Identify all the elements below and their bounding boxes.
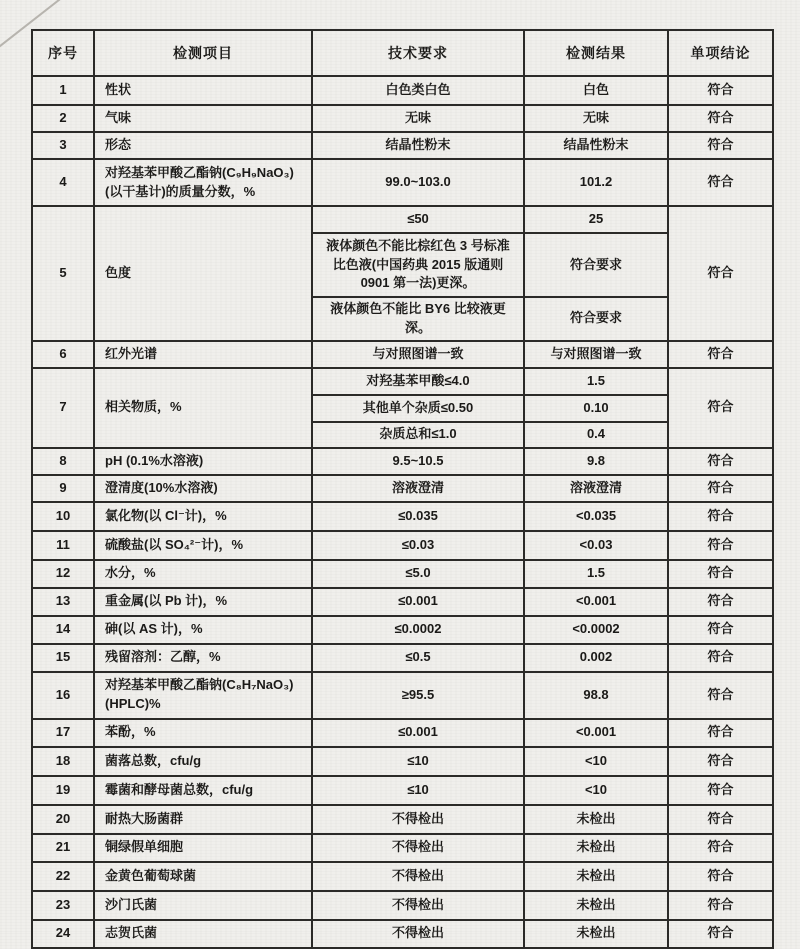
cell-no: 3	[32, 132, 94, 159]
table-row	[32, 672, 773, 719]
table-row	[32, 588, 773, 616]
cell-result: 白色	[524, 76, 668, 105]
table-row	[32, 76, 773, 105]
cell-requirement: ≤0.5	[312, 644, 524, 672]
cell-item: 重金属(以 Pb 计)，%	[94, 588, 312, 616]
header-item: 检测项目	[94, 30, 312, 76]
table-row	[32, 747, 773, 776]
cell-no: 19	[32, 776, 94, 805]
header-no: 序号	[32, 30, 94, 76]
cell-item: 砷(以 AS 计)，%	[94, 616, 312, 644]
cell-no: 18	[32, 747, 94, 776]
cell-conclusion: 符合	[668, 644, 773, 672]
cell-requirement: ≥95.5	[312, 672, 524, 719]
cell-item: pH (0.1%水溶液)	[94, 448, 312, 475]
table-row	[32, 862, 773, 891]
cell-requirement: ≤0.035	[312, 502, 524, 531]
cell-result: <0.035	[524, 502, 668, 531]
cell-no: 7	[32, 368, 94, 448]
cell-result: 0.4	[524, 422, 668, 448]
cell-no: 22	[32, 862, 94, 891]
cell-requirement: 不得检出	[312, 834, 524, 862]
table-row	[32, 159, 773, 206]
cell-requirement: 不得检出	[312, 805, 524, 834]
cell-conclusion: 符合	[668, 206, 773, 341]
cell-requirement: 白色类白色	[312, 76, 524, 105]
cell-no: 24	[32, 920, 94, 948]
cell-requirement: ≤10	[312, 747, 524, 776]
cell-result: 溶液澄清	[524, 475, 668, 502]
cell-item: 铜绿假单细胞	[94, 834, 312, 862]
cell-item: 气味	[94, 105, 312, 132]
cell-requirement: 液体颜色不能比棕红色 3 号标准比色液(中国药典 2015 版通则 0901 第一法)更深。	[312, 233, 524, 297]
table-row	[32, 616, 773, 644]
table-row	[32, 805, 773, 834]
cell-conclusion: 符合	[668, 588, 773, 616]
cell-conclusion: 符合	[668, 776, 773, 805]
cell-requirement: 无味	[312, 105, 524, 132]
cell-result: <10	[524, 747, 668, 776]
cell-conclusion: 符合	[668, 76, 773, 105]
cell-conclusion: 符合	[668, 560, 773, 588]
table-row	[32, 132, 773, 159]
table-row	[32, 560, 773, 588]
cell-requirement: ≤0.03	[312, 531, 524, 560]
cell-item: 对羟基苯甲酸乙酯钠(C₈H₇NaO₃)(HPLC)%	[94, 672, 312, 719]
cell-result: 未检出	[524, 920, 668, 948]
cell-no: 2	[32, 105, 94, 132]
table-row	[32, 368, 773, 395]
cell-result: <10	[524, 776, 668, 805]
cell-conclusion: 符合	[668, 475, 773, 502]
cell-no: 16	[32, 672, 94, 719]
cell-conclusion: 符合	[668, 862, 773, 891]
table-row	[32, 502, 773, 531]
cell-conclusion: 符合	[668, 719, 773, 747]
cell-result: <0.001	[524, 588, 668, 616]
cell-item: 澄清度(10%水溶液)	[94, 475, 312, 502]
table-row	[32, 719, 773, 747]
cell-no: 20	[32, 805, 94, 834]
cell-result: 25	[524, 206, 668, 233]
cell-conclusion: 符合	[668, 805, 773, 834]
table-row	[32, 531, 773, 560]
cell-requirement: 9.5~10.5	[312, 448, 524, 475]
cell-item: 苯酚，%	[94, 719, 312, 747]
cell-requirement: 99.0~103.0	[312, 159, 524, 206]
cell-item: 硫酸盐(以 SO₄²⁻计)，%	[94, 531, 312, 560]
cell-conclusion: 符合	[668, 531, 773, 560]
cell-item: 性状	[94, 76, 312, 105]
cell-conclusion: 符合	[668, 448, 773, 475]
cell-requirement: ≤50	[312, 206, 524, 233]
cell-no: 6	[32, 341, 94, 368]
table-row	[32, 448, 773, 475]
cell-requirement: 不得检出	[312, 891, 524, 920]
cell-item: 对羟基苯甲酸乙酯钠(C₉H₉NaO₃)(以干基计)的质量分数，%	[94, 159, 312, 206]
cell-conclusion: 符合	[668, 891, 773, 920]
table-row	[32, 776, 773, 805]
cell-result: 未检出	[524, 834, 668, 862]
cell-item: 沙门氏菌	[94, 891, 312, 920]
cell-result: 符合要求	[524, 233, 668, 297]
cell-no: 9	[32, 475, 94, 502]
cell-no: 14	[32, 616, 94, 644]
cell-no: 1	[32, 76, 94, 105]
cell-conclusion: 符合	[668, 132, 773, 159]
table-header-row	[32, 30, 773, 76]
cell-no: 12	[32, 560, 94, 588]
cell-conclusion: 符合	[668, 159, 773, 206]
cell-item: 耐热大肠菌群	[94, 805, 312, 834]
test-report-table	[31, 29, 774, 949]
cell-conclusion: 符合	[668, 747, 773, 776]
cell-no: 17	[32, 719, 94, 747]
header-requirement: 技术要求	[312, 30, 524, 76]
cell-result: 未检出	[524, 891, 668, 920]
cell-item: 霉菌和酵母菌总数，cfu/g	[94, 776, 312, 805]
cell-item: 色度	[94, 206, 312, 341]
cell-item: 红外光谱	[94, 341, 312, 368]
cell-requirement: ≤5.0	[312, 560, 524, 588]
cell-result: 1.5	[524, 560, 668, 588]
cell-result: <0.03	[524, 531, 668, 560]
cell-requirement: ≤0.001	[312, 719, 524, 747]
table-row	[32, 105, 773, 132]
cell-conclusion: 符合	[668, 672, 773, 719]
cell-item: 相关物质，%	[94, 368, 312, 448]
cell-no: 15	[32, 644, 94, 672]
cell-result: 未检出	[524, 805, 668, 834]
cell-requirement: 溶液澄清	[312, 475, 524, 502]
cell-no: 21	[32, 834, 94, 862]
cell-no: 13	[32, 588, 94, 616]
cell-no: 5	[32, 206, 94, 341]
cell-no: 11	[32, 531, 94, 560]
cell-requirement: 不得检出	[312, 862, 524, 891]
cell-item: 水分，%	[94, 560, 312, 588]
cell-requirement: ≤10	[312, 776, 524, 805]
cell-no: 4	[32, 159, 94, 206]
cell-conclusion: 符合	[668, 368, 773, 448]
cell-result: 0.10	[524, 395, 668, 422]
cell-requirement: 杂质总和≤1.0	[312, 422, 524, 448]
cell-result: <0.001	[524, 719, 668, 747]
cell-requirement: ≤0.001	[312, 588, 524, 616]
cell-conclusion: 符合	[668, 834, 773, 862]
cell-conclusion: 符合	[668, 341, 773, 368]
cell-requirement: 液体颜色不能比 BY6 比较液更深。	[312, 297, 524, 341]
cell-result: 符合要求	[524, 297, 668, 341]
cell-requirement: 与对照图谱一致	[312, 341, 524, 368]
cell-item: 金黄色葡萄球菌	[94, 862, 312, 891]
cell-result: 0.002	[524, 644, 668, 672]
header-conclusion: 单项结论	[668, 30, 773, 76]
table-row	[32, 891, 773, 920]
cell-result: 与对照图谱一致	[524, 341, 668, 368]
cell-item: 氯化物(以 Cl⁻计)，%	[94, 502, 312, 531]
cell-result: 结晶性粉末	[524, 132, 668, 159]
cell-result: 98.8	[524, 672, 668, 719]
table-row	[32, 341, 773, 368]
cell-requirement: 结晶性粉末	[312, 132, 524, 159]
table-row	[32, 206, 773, 233]
cell-result: 101.2	[524, 159, 668, 206]
cell-result: 1.5	[524, 368, 668, 395]
header-result: 检测结果	[524, 30, 668, 76]
cell-result: <0.0002	[524, 616, 668, 644]
table-row	[32, 834, 773, 862]
cell-item: 残留溶剂：乙醇，%	[94, 644, 312, 672]
cell-requirement: 不得检出	[312, 920, 524, 948]
cell-item: 志贺氏菌	[94, 920, 312, 948]
cell-conclusion: 符合	[668, 920, 773, 948]
cell-result: 未检出	[524, 862, 668, 891]
table-row	[32, 920, 773, 948]
cell-conclusion: 符合	[668, 502, 773, 531]
cell-result: 无味	[524, 105, 668, 132]
cell-requirement: ≤0.0002	[312, 616, 524, 644]
cell-item: 菌落总数，cfu/g	[94, 747, 312, 776]
cell-item: 形态	[94, 132, 312, 159]
cell-conclusion: 符合	[668, 616, 773, 644]
cell-requirement: 对羟基苯甲酸≤4.0	[312, 368, 524, 395]
cell-no: 8	[32, 448, 94, 475]
cell-conclusion: 符合	[668, 105, 773, 132]
table-row	[32, 475, 773, 502]
cell-no: 23	[32, 891, 94, 920]
table-row	[32, 644, 773, 672]
cell-result: 9.8	[524, 448, 668, 475]
cell-requirement: 其他单个杂质≤0.50	[312, 395, 524, 422]
cell-no: 10	[32, 502, 94, 531]
